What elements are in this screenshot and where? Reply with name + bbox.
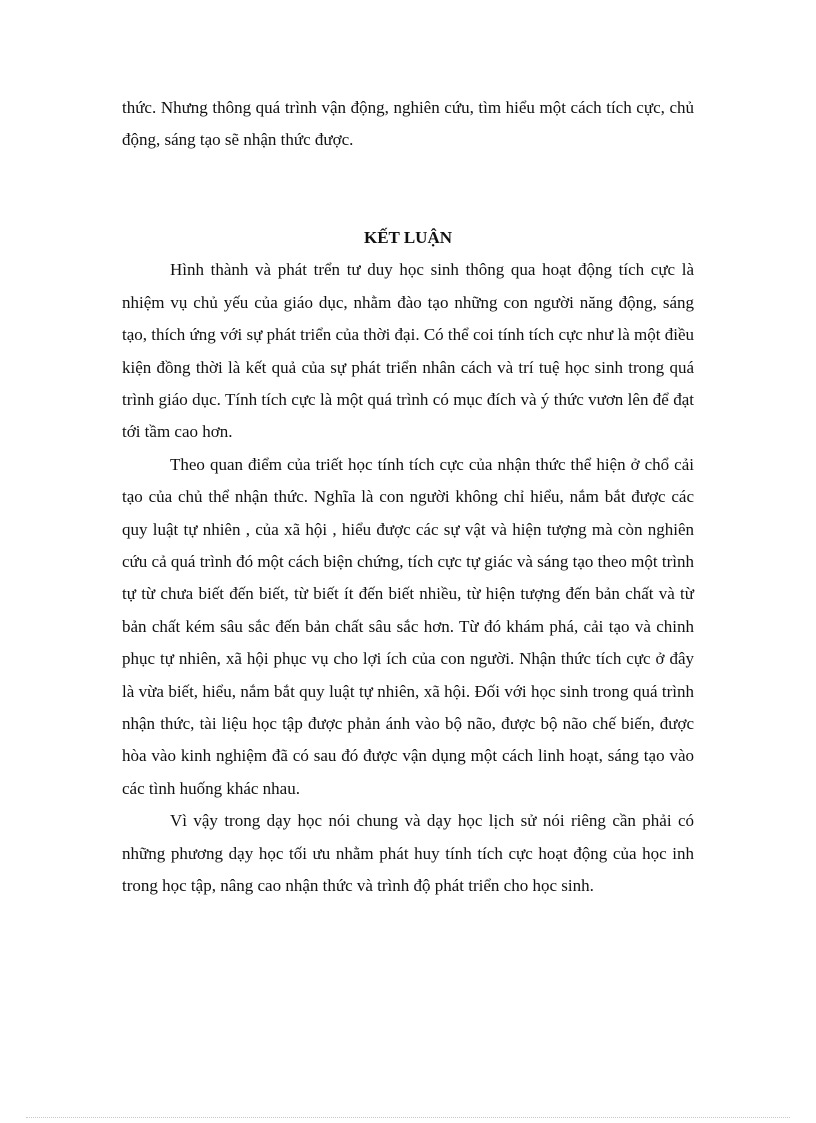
continuation-paragraph: thức. Nhưng thông quá trình vận động, nghiên cứu, tìm hiểu một cách tích cực, chủ động, sáng tạo sẽ nhận thức được.	[122, 98, 694, 150]
conclusion-paragraph-1: Hình thành và phát trển tư duy học sinh thông qua hoạt động tích cực là nhiệm vụ chủ yếu của giáo dục, nhằm đào tạo những con người năng động, sáng tạo, thích ứng với sự phát triển của thời đại. Có thể coi tính tích cực như là một điều kiện đồng thời là kết quả của sự phát triển nhân cách và trí tuệ học sinh trong quá trình giáo dục. Tính tích cực là một quá trình có mục đích và ý thức vươn lên để đạt tới tầm cao hơn.	[122, 260, 694, 442]
page-bottom-divider	[26, 1117, 790, 1118]
conclusion-heading: KẾT LUẬN	[363, 228, 452, 247]
continuation-section	[122, 92, 694, 157]
conclusion-paragraph-2: Theo quan điểm của triết học tính tích cực của nhận thức thể hiện ở chổ cải tạo của chủ thể nhận thức. Nghĩa là con người không chỉ hiểu, nắm bắt được các quy luật tự nhiên , của xã hội , hiểu được các sự vật và hiện tượng mà còn nghiên cứu cả quá trình đó một cách biện chứng, tích cực tự giác và sáng tạo theo một trình tự từ chưa biết đến biết, từ biết ít đến biết nhiều, từ hiện tượng đến bản chất và từ bản chất kém sâu sắc đến bản chất sâu sắc hơn. Từ đó khám phá, cải tạo và chinh phục tự nhiên, xã hội phục vụ cho lợi ích của con người. Nhận thức tích cực ở đây là vừa biết, hiểu, nắm bắt quy luật tự nhiên, xã hội. Đối với học sinh trong quá trình nhận thức, tài liệu học tập được phản ánh vào bộ não, được bộ não chế biến, được hòa vào kinh nghiệm đã có sau đó được vận dụng một cách linh hoạt, sáng tạo vào các tình huống khác nhau.	[122, 454, 694, 798]
conclusion-section	[122, 222, 694, 903]
conclusion-paragraph-3: Vì vậy trong dạy học nói chung và dạy học lịch sử nói riêng cần phải có những phương dạy học tối ưu nhằm phát huy tính tích cực hoạt động của học inh trong học tập, nâng cao nhận thức và trình độ phát triển cho học sinh.	[122, 811, 694, 896]
